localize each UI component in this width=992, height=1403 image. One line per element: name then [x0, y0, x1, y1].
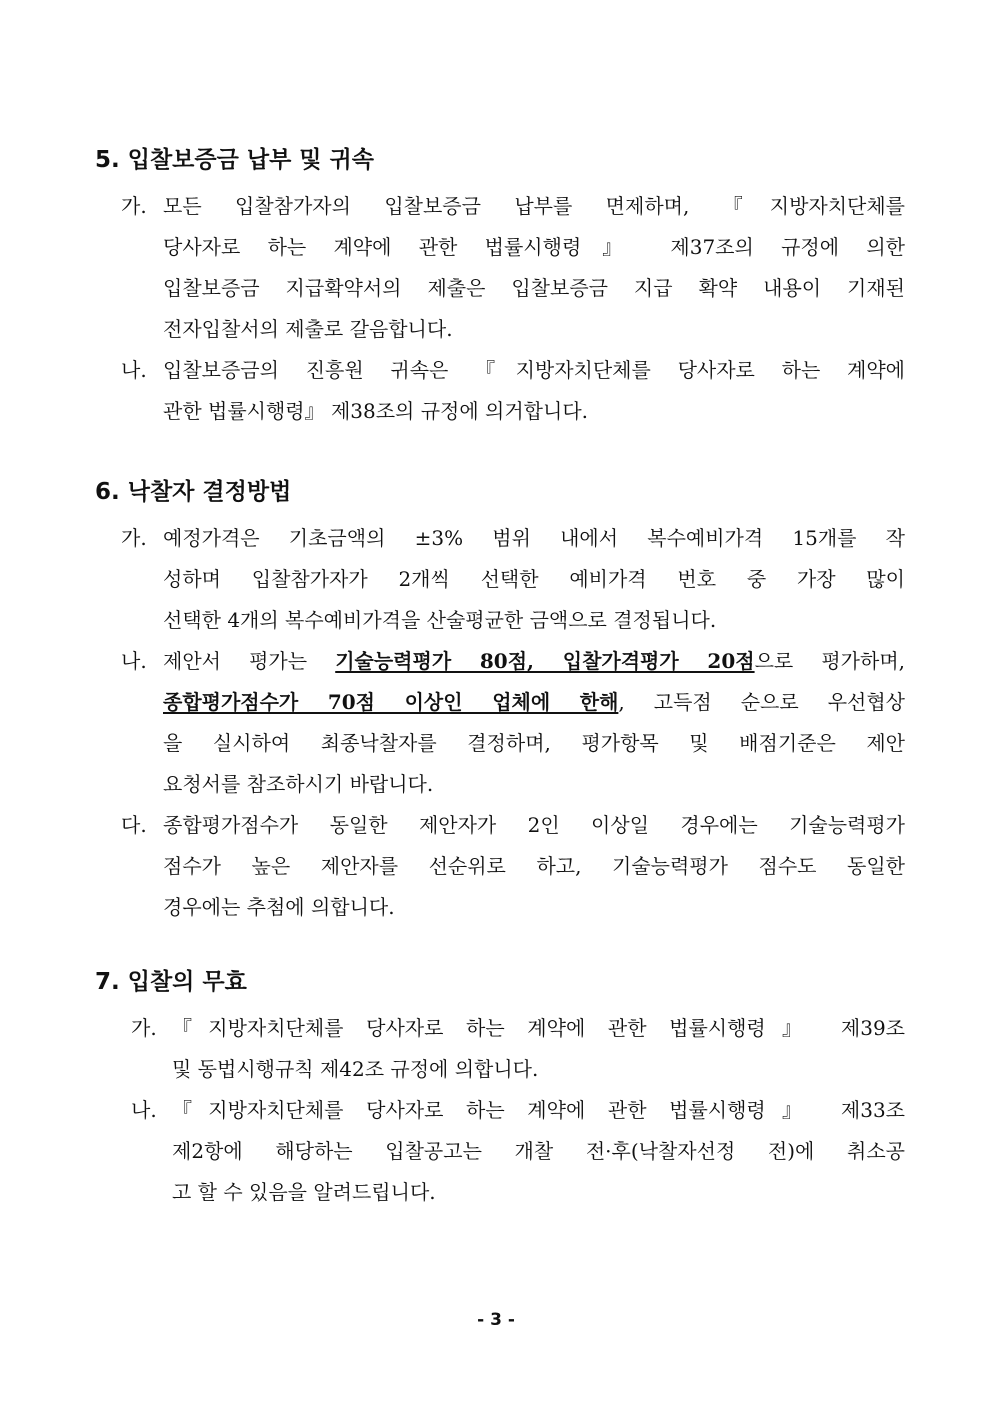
- list-item: [95, 1090, 905, 1213]
- list-item: [95, 1008, 905, 1090]
- text-line: 종합평가점수가 동일한 제안자가 2인 이상일 경우에는 기술능력평가: [163, 813, 905, 837]
- text-line: 모든 입찰참가자의 입찰보증금 납부를 면제하며, 『지방자치단체를: [163, 194, 905, 218]
- text-line: [163, 641, 905, 682]
- text-line: 관한 법률시행령』 제38조의 규정에 의거합니다.: [163, 399, 588, 423]
- text-line: 『지방자치단체를 당사자로 하는 계약에 관한 법률시행령』 제39조: [172, 1016, 905, 1040]
- text-line: 성하며 입찰참가자가 2개씩 선택한 예비가격 번호 중 가장 많이: [163, 567, 905, 591]
- list-item: [95, 641, 905, 805]
- text-line: 『지방자치단체를 당사자로 하는 계약에 관한 법률시행령』 제33조: [172, 1098, 905, 1122]
- list-item: [95, 805, 905, 928]
- emphasized-text: 기술능력평가 80점, 입찰가격평가 20점: [335, 649, 755, 673]
- item-marker: 가.: [121, 194, 147, 218]
- item-marker: 나.: [121, 649, 147, 673]
- item-marker: 나.: [131, 1098, 157, 1122]
- item-marker: 가.: [131, 1016, 157, 1040]
- text-run: 으로 평가하며,: [754, 649, 905, 673]
- text-line: [163, 682, 905, 723]
- text-line: 당사자로 하는 계약에 관한 법률시행령』 제37조의 규정에 의한: [163, 235, 905, 259]
- list-item: [95, 518, 905, 641]
- text-run: 제안서 평가는: [163, 649, 336, 673]
- text-run: , 고득점 순으로 우선협상: [618, 690, 905, 714]
- section-title: 6. 낙찰자 결정방법: [95, 479, 292, 505]
- item-marker: 가.: [121, 526, 147, 550]
- emphasized-text: 종합평가점수가 70점 이상인 업체에 한해: [163, 690, 619, 714]
- section-7: [95, 962, 905, 1213]
- text-line: 을 실시하여 최종낙찰자를 결정하며, 평가항목 및 배점기준은 제안: [163, 731, 905, 755]
- text-line: 선택한 4개의 복수예비가격을 산술평균한 금액으로 결정됩니다.: [163, 608, 717, 632]
- text-line: 전자입찰서의 제출로 갈음합니다.: [163, 317, 453, 341]
- text-line: 입찰보증금 지급확약서의 제출은 입찰보증금 지급 확약 내용이 기재된: [163, 276, 905, 300]
- page-number: - 3 -: [477, 1310, 515, 1330]
- section-6: [95, 472, 905, 928]
- section-5: [95, 140, 905, 432]
- section-title: 5. 입찰보증금 납부 및 귀속: [95, 147, 374, 173]
- list-item: [95, 350, 905, 432]
- text-line: 예정가격은 기초금액의 ±3% 범위 내에서 복수예비가격 15개를 작: [163, 526, 905, 550]
- text-line: 요청서를 참조하시기 바랍니다.: [163, 772, 434, 796]
- text-line: 고 할 수 있음을 알려드립니다.: [172, 1180, 436, 1204]
- text-line: 및 동법시행규칙 제42조 규정에 의합니다.: [172, 1057, 539, 1081]
- list-item: [95, 186, 905, 350]
- item-marker: 나.: [121, 358, 147, 382]
- section-title: 7. 입찰의 무효: [95, 969, 247, 995]
- text-line: 입찰보증금의 진흥원 귀속은 『지방자치단체를 당사자로 하는 계약에: [163, 358, 905, 382]
- text-line: 제2항에 해당하는 입찰공고는 개찰 전·후(낙찰자선정 전)에 취소공: [172, 1139, 905, 1163]
- item-marker: 다.: [121, 813, 147, 837]
- text-line: 점수가 높은 제안자를 선순위로 하고, 기술능력평가 점수도 동일한: [163, 854, 905, 878]
- text-line: 경우에는 추첨에 의합니다.: [163, 895, 395, 919]
